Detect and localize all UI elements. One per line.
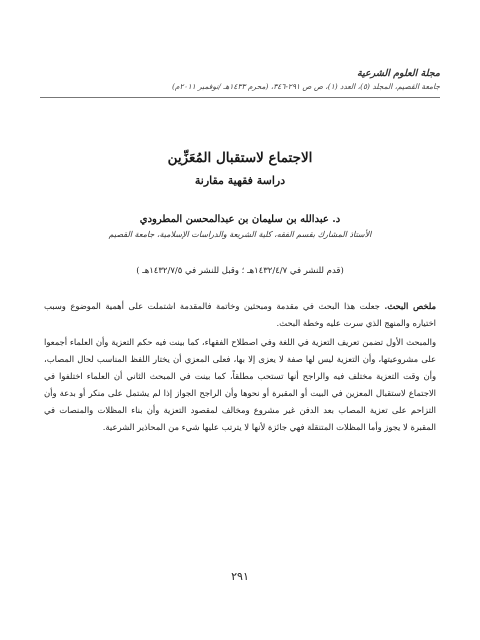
abstract-paragraph-2	[44, 334, 436, 436]
abstract-text-2: والمبحث الأول تضمن تعريف التعزية في اللغة وفي اصطلاح الفقهاء، كما بينت فيه حكم التعزية وأن العلماء أجمعوا على مشروعيتها، وأن التعزية ليس لها صفة لا يعزى إلا بها، فعلى المعزي أن يختار اللفظ المناسب لحال المصاب، وأن وقت التعزية مختلف فيه والراجح أنها تستحب مطلقاً، كما بينت في المبحث الثاني أن العلماء اختلفوا في الاجتماع لاستقبال المعزين في البيت أو المقبرة أو نحوها وأن الراجح الجواز إذا لم يشتمل على منكر أو بدعة وأن التزاحم على تعزية المصاب بعد الدفن غير مشروع ومخالف لمقصود التعزية وأن بناء المظلات والمنصات في المقبرة لا يجوز وأما المظلات المتنقلة فهي جائزة لأنها لا يترتب عليها شيء من المحاذير الشرعية.	[44, 337, 436, 432]
abstract-text-1: جعلت هذا البحث في مقدمة ومبحثين وخاتمة فالمقدمة اشتملت على أهمية الموضوع وسبب اختياره والمنهج الذي سرت عليه وخطة البحث.	[44, 301, 436, 328]
page-number: ٢٩١	[231, 570, 249, 583]
journal-name: مجلة العلوم الشرعية	[356, 68, 440, 79]
abstract	[44, 298, 436, 438]
abstract-paragraph-1	[44, 298, 436, 332]
author-name: د. عبدالله بن سليمان بن عبدالمحسن المطرودي	[139, 214, 341, 225]
submission-dates: (قدم للنشر في ١٤٣٢/٤/٧هـ ؛ وقبل للنشر في ١٤٣٢/٧/٥هـ )	[136, 266, 344, 276]
article-title: الاجتماع لاستقبال المُعَزِّين	[167, 150, 313, 166]
author-affiliation: الأستاذ المشارك بقسم الفقه، كلية الشريعة والدراسات الإسلامية، جامعة القصيم	[108, 230, 372, 239]
article-subtitle: دراسة فقهية مقارنة	[194, 174, 286, 187]
abstract-heading: ملخص البحث.	[384, 301, 436, 311]
journal-citation: جامعة القصيم، المجلد (٥)، العدد (١)، ص ص ٢٩١-٣٤٦، (محرم ١٤٣٣هـ /نوفمبر ٢٠١١م)	[171, 82, 440, 91]
header-divider	[40, 97, 440, 98]
